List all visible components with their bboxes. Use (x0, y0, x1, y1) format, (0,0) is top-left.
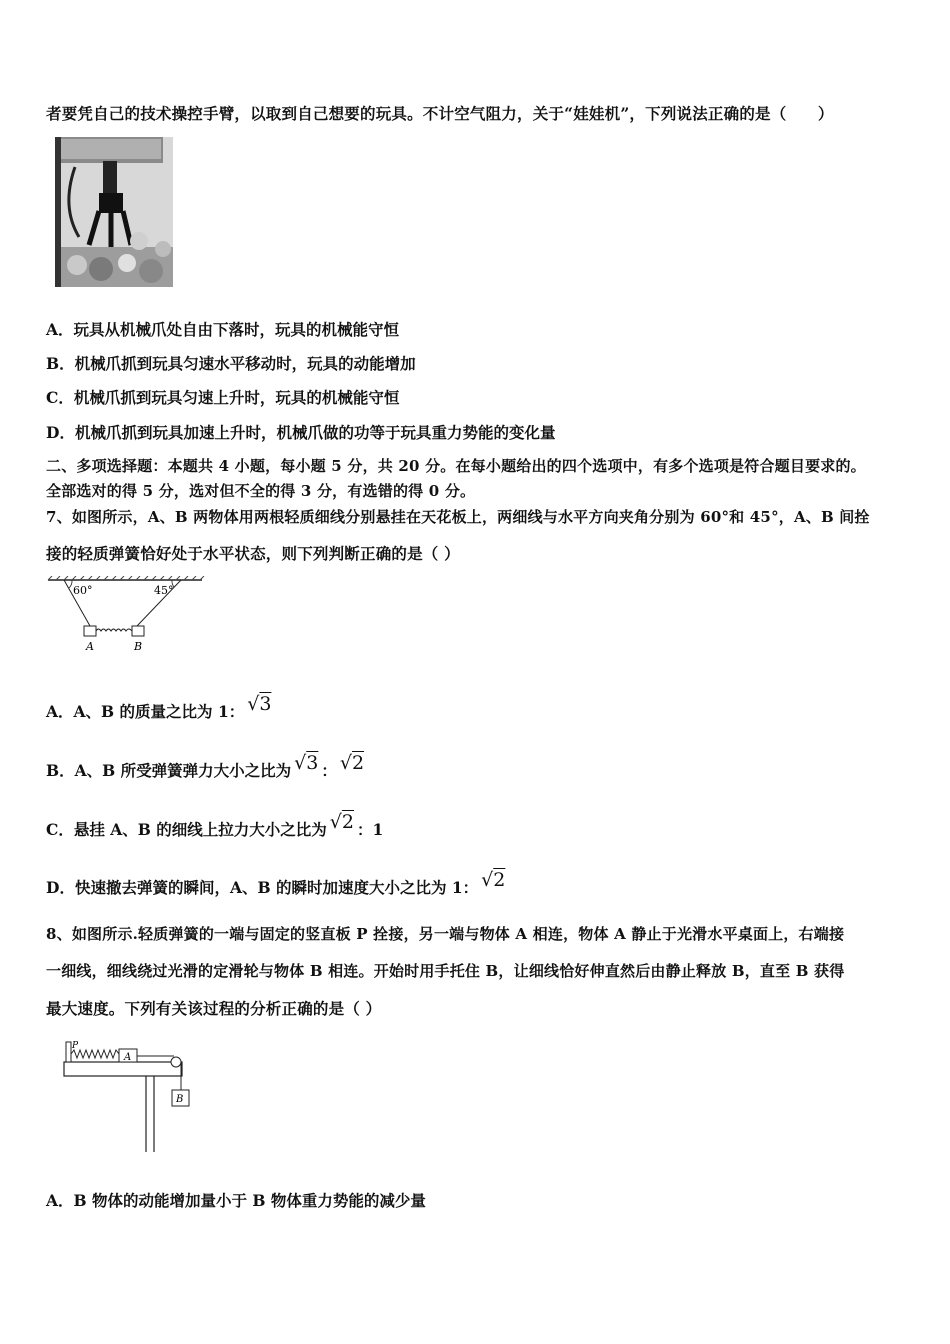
q8-option-a: A．B 物体的动能增加量小于 B 物体重力势能的减少量 (46, 1191, 426, 1210)
q7-label-a: A (86, 640, 94, 653)
q8-label-a: A (124, 1052, 132, 1063)
q8-stem-line-2: 一细线，细线绕过光滑的定滑轮与物体 B 相连。开始时用手托住 B，让细线恰好伸直然后由静止释放 B，直至 B 获得 (46, 962, 845, 980)
q8-stem-line-3: 最大速度。下列有关该过程的分析正确的是（ ） (46, 999, 382, 1018)
q7-angle-left: 60° (73, 584, 93, 597)
q8-figure (60, 1038, 200, 1154)
q7-stem-line-1: 7、如图所示，A、B 两物体用两根轻质细线分别悬挂在天花板上，两细线与水平方向夹角分别为 60°和 45°，A、B 间拴 (46, 508, 870, 526)
section-2-line-2: 全部选对的得 5 分，选对但不全的得 3 分，有选错的得 0 分。 (46, 482, 476, 500)
q6-option-b: B．机械爪抓到玩具匀速水平移动时，玩具的动能增加 (46, 354, 416, 373)
q7-stem-line-2: 接的轻质弹簧恰好处于水平状态，则下列判断正确的是（ ） (46, 544, 460, 563)
q8-label-p: P (72, 1041, 79, 1051)
q7-option-b: B．A、B 所受弹簧弹力大小之比为 √3 ： √2 (46, 752, 365, 780)
q6-option-d: D．机械爪抓到玩具加速上升时，机械爪做的功等于玩具重力势能的变化量 (46, 423, 556, 442)
q7-figure (46, 576, 206, 654)
q6-stem: 者要凭自己的技术操控手臂，以取到自己想要的玩具。不计空气阻力，关于“娃娃机”，下列说法正确的是（ ） (46, 104, 834, 123)
section-2-line-1: 二、多项选择题：本题共 4 小题，每小题 5 分，共 20 分。在每小题给出的四个选项中，有多个选项是符合题目要求的。 (46, 457, 866, 475)
q8-label-b: B (176, 1094, 184, 1105)
q7-angle-right: 45° (154, 584, 174, 597)
q7-option-a: A．A、B 的质量之比为 1： √3 (46, 693, 272, 721)
q6-option-a: A．玩具从机械爪处自由下落时，玩具的机械能守恒 (46, 320, 400, 339)
q6-option-c: C．机械爪抓到玩具匀速上升时，玩具的机械能守恒 (46, 388, 400, 407)
q7-label-b: B (134, 640, 143, 653)
q8-stem-line-1: 8、如图所示.轻质弹簧的一端与固定的竖直板 P 拴接，另一端与物体 A 相连，物体 A 静止于光滑水平桌面上，右端接 (46, 925, 845, 943)
claw-machine-photo (55, 137, 173, 287)
q7-option-c: C．悬挂 A、B 的细线上拉力大小之比为 √2 ：1 (46, 811, 384, 839)
q7-option-d: D．快速撤去弹簧的瞬间，A、B 的瞬时加速度大小之比为 1： √2 (46, 869, 506, 897)
